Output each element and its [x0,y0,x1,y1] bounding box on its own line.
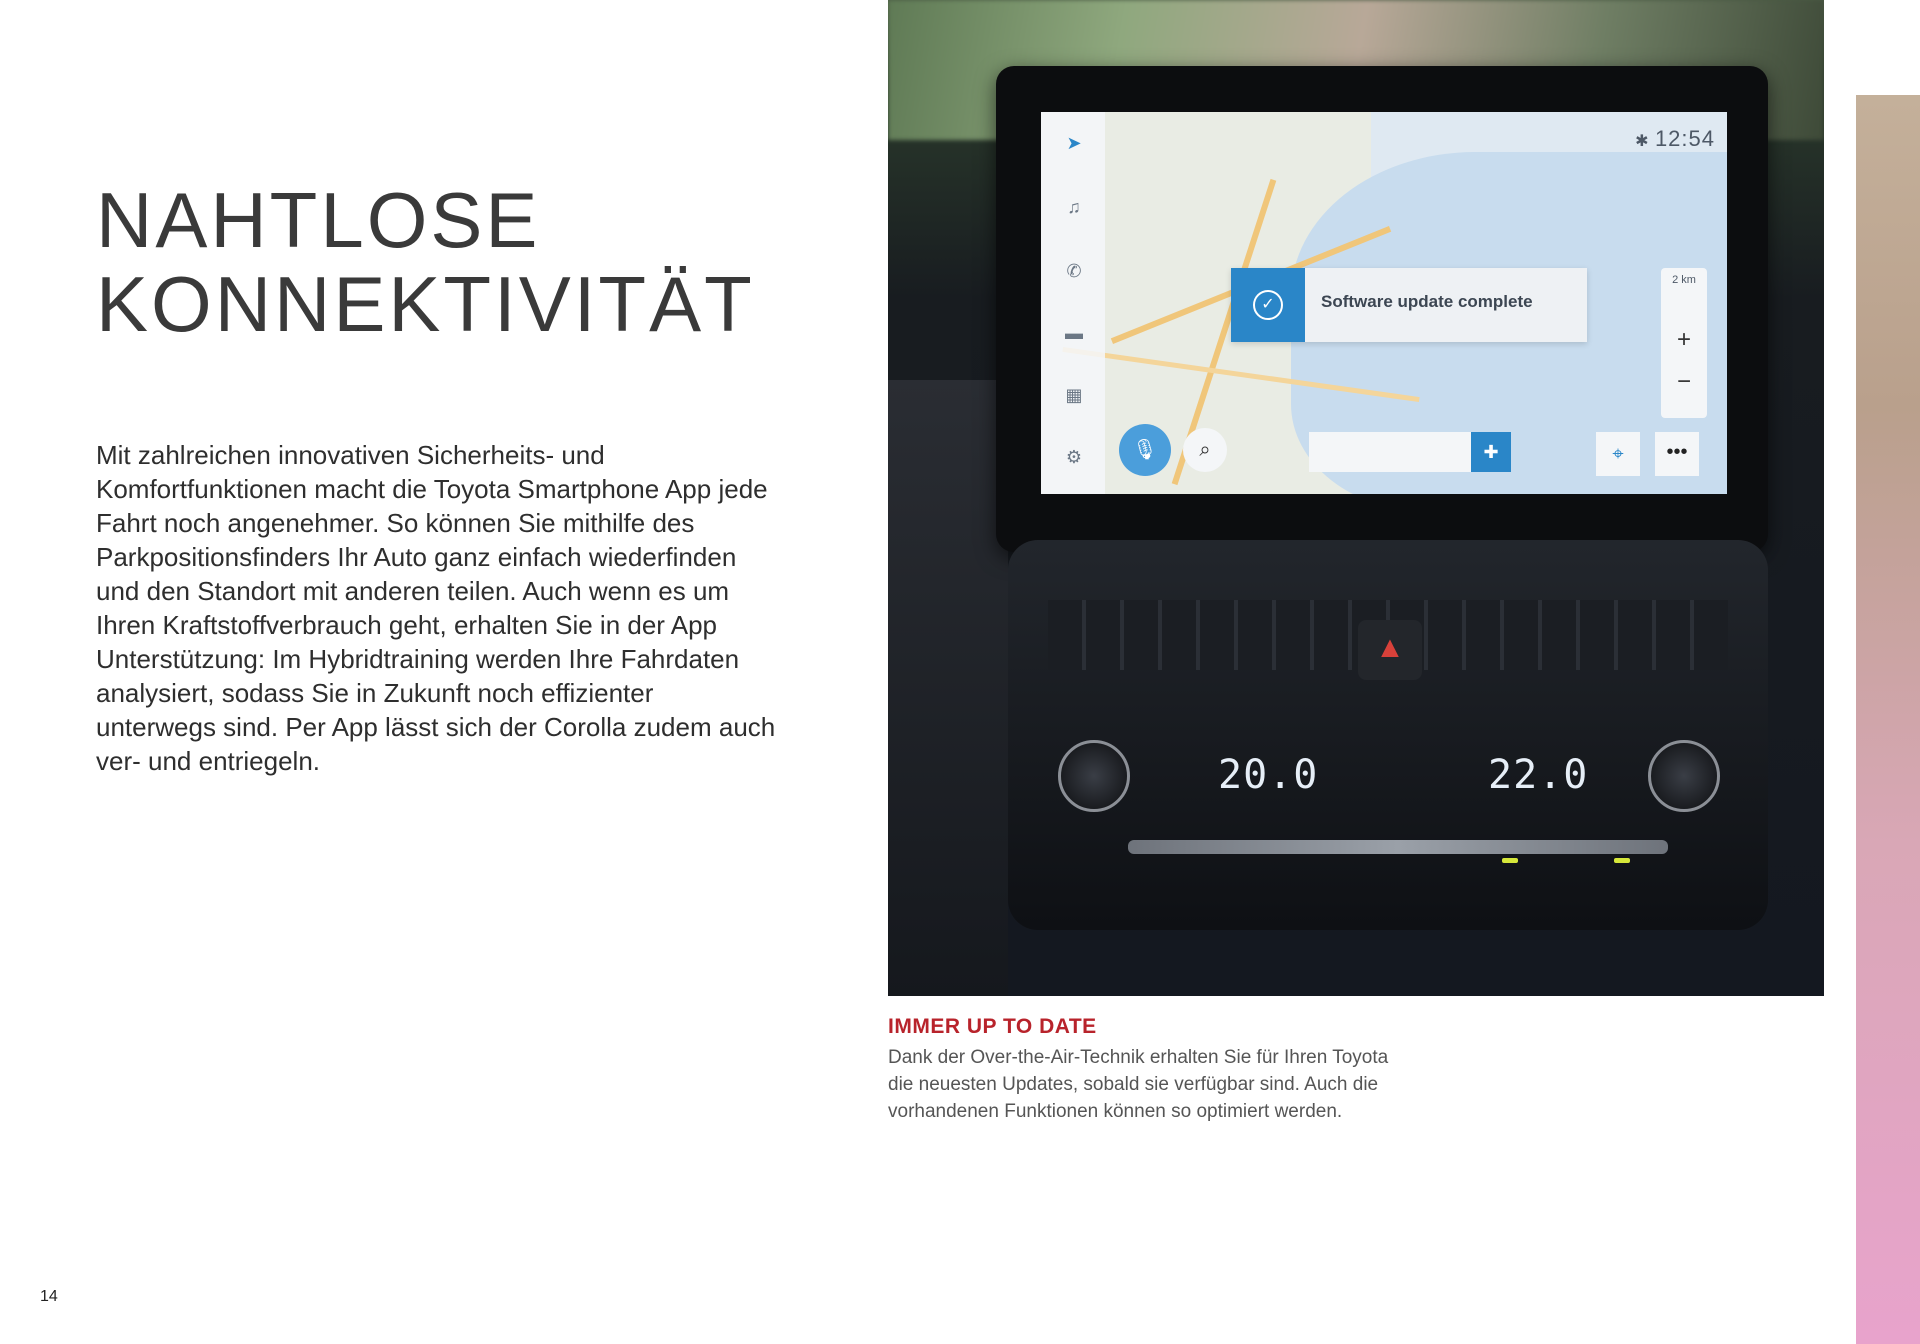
page-number: 14 [40,1288,58,1305]
dashboard-left [888,380,1008,996]
page-title-line-1: NAHTLOSE [96,176,541,264]
add-location-icon: ✚ [1471,432,1511,472]
apps-grid-icon: ▦ [1065,385,1083,405]
toast-check-box [1231,268,1305,342]
temperature-left: 20.0 [1218,752,1319,798]
caption-title: IMMER UP TO DATE [888,1015,1097,1038]
bluetooth-icon: ✱ [1635,133,1655,150]
car-icon: ▬ [1065,323,1083,343]
temperature-right: 22.0 [1488,752,1589,798]
body-paragraph: Mit zahlreichen innovativen Sicherheits- und Komfortfunktionen macht die Toyota Smartphone App jede Fahrt noch angenehmer. So können Sie mithilfe des Parkpositionsfinders Ihr Auto ganz einfach wiederfinden und den Standort mit anderen teilen. Auch wenn es um Ihren Kraftstoffverbrauch geht, erhalten Sie in der App Unterstützung: Im Hybridtraining werden Ihre Fahrdaten analysiert, sodass Sie in Zukunft noch effizienter unterwegs sind. Per App lässt sich der Corolla zudem auch ver- und entriegeln. [96,440,776,776]
music-icon: ♫ [1067,197,1081,217]
page-title [96,178,796,346]
screen-sidebar [1041,112,1105,494]
toast-message: Software update complete [1321,292,1533,311]
checkmark-icon: ✓ [1253,290,1283,320]
more-options-icon: ••• [1655,432,1699,476]
indicator-led [1502,858,1518,863]
zoom-in-icon: + [1676,326,1691,353]
navigation-screen [1041,112,1727,494]
screen-status-bar [1635,126,1715,152]
indicator-led [1614,858,1630,863]
settings-gear-icon: ⚙ [1065,447,1083,467]
microphone-icon: 🎙 [1119,424,1171,476]
climate-button-row [1128,840,1668,854]
zoom-scale-label: 2 km [1672,274,1696,286]
update-toast [1231,268,1587,342]
compass-icon: ⌖ [1596,432,1640,476]
screen-clock: 12:54 [1654,126,1715,151]
hazard-warning-icon: ▲ [1358,620,1422,680]
caption-text: Dank der Over-the-Air-Technik erhalten Sie für Ihren Toyota die neuesten Updates, sobald sie verfügbar sind. Auch die vorhandenen Funktionen können so optimiert werden. [888,1047,1389,1122]
navigation-arrow-icon: ➤ [1066,133,1082,153]
infotainment-photo [888,0,1824,996]
right-climate-knob [1648,740,1720,812]
zoom-panel [1661,268,1707,418]
page-title-line-2: KONNEKTIVITÄT [96,260,755,348]
left-climate-knob [1058,740,1130,812]
center-console [1008,540,1768,930]
phone-icon: ✆ [1066,261,1082,281]
zoom-out-icon: − [1676,368,1691,395]
adjacent-page-photo [1856,95,1920,1344]
search-icon: ⌕ [1183,428,1227,472]
